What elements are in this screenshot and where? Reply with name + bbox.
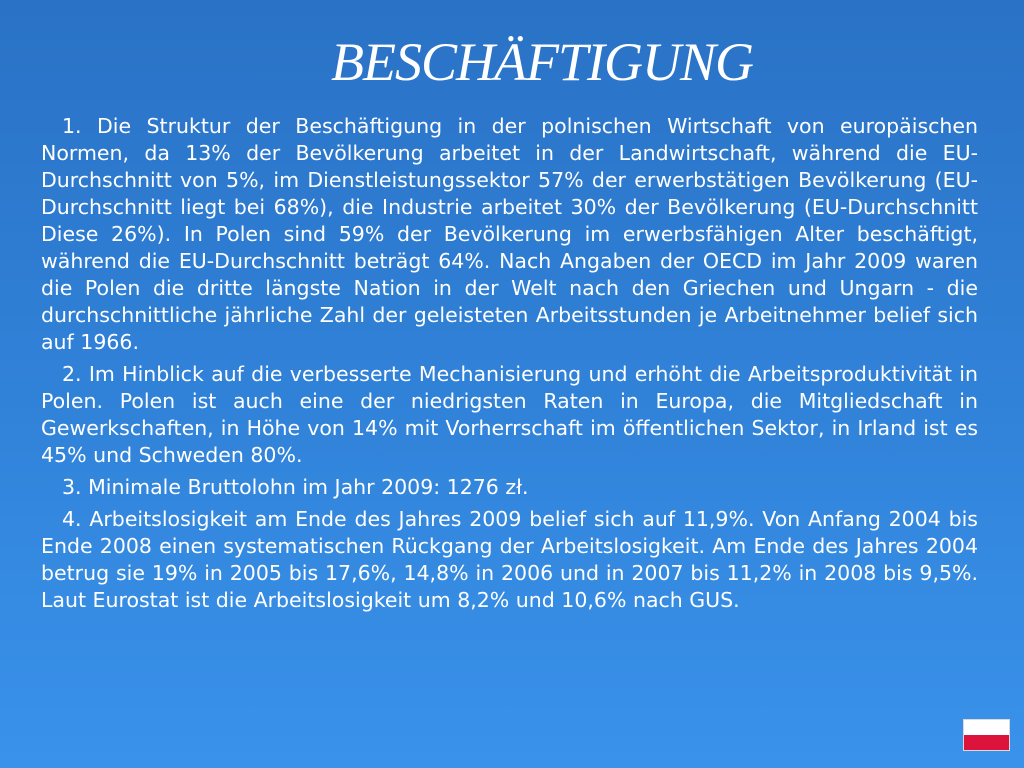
paragraph-employment-structure: 1. Die Struktur der Beschäftigung in der polnischen Wirtschaft von europäischen Normen, da 13% der Bevölkerung arbeitet in der Landwirtschaft, während die EU-Durchschnitt von 5%, im Dienstleistungssektor 57% der erwerbstätigen Bevölkerung (EU-Durchschnitt liegt bei 68%), die Industrie arbeitet 30% der Bevölkerung (EU-Durchschnitt Diese 26%). In Polen sind 59% der Bevölkerung im erwerbsfähigen Alter beschäftigt, während die EU-Durchschnitt beträgt 64%. Nach Angaben der OECD im Jahr 2009 waren die Polen die dritte längste Nation in der Welt nach den Griechen und Ungarn - die durchschnittliche jährliche Zahl der geleisteten Arbeitsstunden je Arbeitnehmer belief sich auf 1966. bbox=[41, 114, 978, 354]
flag-red-stripe bbox=[964, 735, 1009, 750]
paragraph-productivity-unions: 2. Im Hinblick auf die verbesserte Mechanisierung und erhöht die Arbeitsproduktivität in Polen. Polen ist auch eine der niedrigsten Raten in Europa, die Mitgliedschaft in Gewerkschaften, in Höhe von 14% mit Vorherrschaft im öffentlichen Sektor, in Irland ist es 45% und Schweden 80%. bbox=[41, 362, 978, 467]
paragraph-unemployment: 4. Arbeitslosigkeit am Ende des Jahres 2009 belief sich auf 11,9%. Von Anfang 2004 bis Ende 2008 einen systematischen Rückgang der Arbeitslosigkeit. Am Ende des Jahres 2004 betrug sie 19% in 2005 bis 17,6%, 14,8% in 2006 und in 2007 bis 11,2% in 2008 bis 9,5%. Laut Eurostat ist die Arbeitslosigkeit um 8,2% und 10,6% nach GUS. bbox=[41, 507, 978, 612]
slide-title: BESCHÄFTIGUNG bbox=[331, 32, 753, 92]
flag-white-stripe bbox=[964, 720, 1009, 735]
poland-flag-icon bbox=[963, 719, 1010, 751]
slide-body bbox=[41, 113, 978, 619]
paragraph-minimum-wage: 3. Minimale Bruttolohn im Jahr 2009: 1276 zł. bbox=[62, 475, 529, 499]
